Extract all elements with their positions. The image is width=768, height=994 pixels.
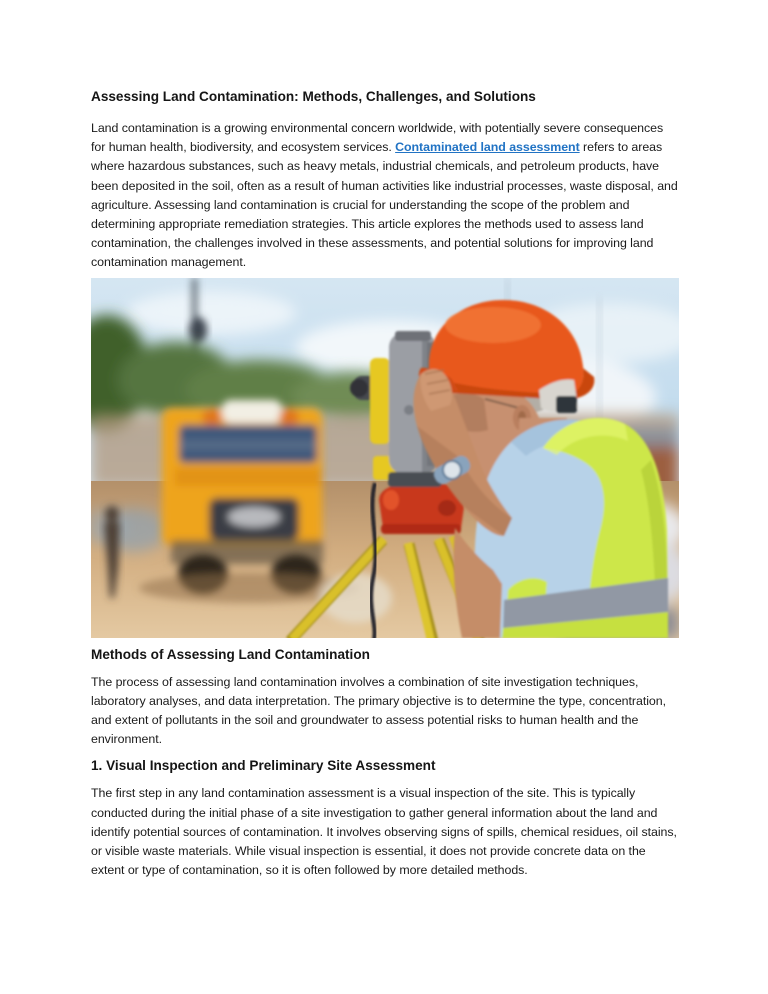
section-body-methods: The process of assessing land contamination involves a combination of site investigation techniques, laboratory analyses, and data interpretation. The primary objective is to determine the type, concentration, and extent of pollutants in the soil and groundwater to assess potential risks to human health and the environment. [91, 674, 666, 747]
intro-text-before-link: Land contamination is a growing environmental concern worldwide, with potentially severe consequences for human health, biodiversity, and ecosystem services. [91, 121, 664, 155]
intro-paragraph [91, 119, 680, 273]
contaminated-land-assessment-link[interactable]: Contaminated land assessment [395, 140, 580, 155]
surveyor-photo-illustration [91, 278, 679, 638]
section-body-visual-inspection: The first step in any land contamination assessment is a visual inspection of the site. This is typically conducted during the initial phase of a site investigation to gather general information about the land and identify potential sources of contamination. It involves observing signs of spills, chemical residues, oil stains, or visible waste materials. While visual inspection is essential, it does not provide concrete data on the extent or type of contamination, so it is often followed by more detailed methods. [91, 786, 677, 878]
section-heading-visual-inspection: 1. Visual Inspection and Preliminary Site Assessment [91, 758, 436, 774]
article-title: Assessing Land Contamination: Methods, Challenges, and Solutions [91, 89, 536, 104]
intro-text-after-link: refers to areas where hazardous substances, such as heavy metals, industrial chemicals, and petroleum products, have been deposited in the soil, often as a result of human activities like industrial processes, waste disposal, and agriculture. Assessing land contamination is crucial for understanding the scope of the problem and determining appropriate remediation strategies. This article explores the methods used to assess land contamination, the challenges involved in these assessments, and potential solutions for improving land contamination management. [91, 140, 678, 270]
surveyor-photo [91, 278, 679, 638]
section-heading-methods: Methods of Assessing Land Contamination [91, 646, 370, 662]
